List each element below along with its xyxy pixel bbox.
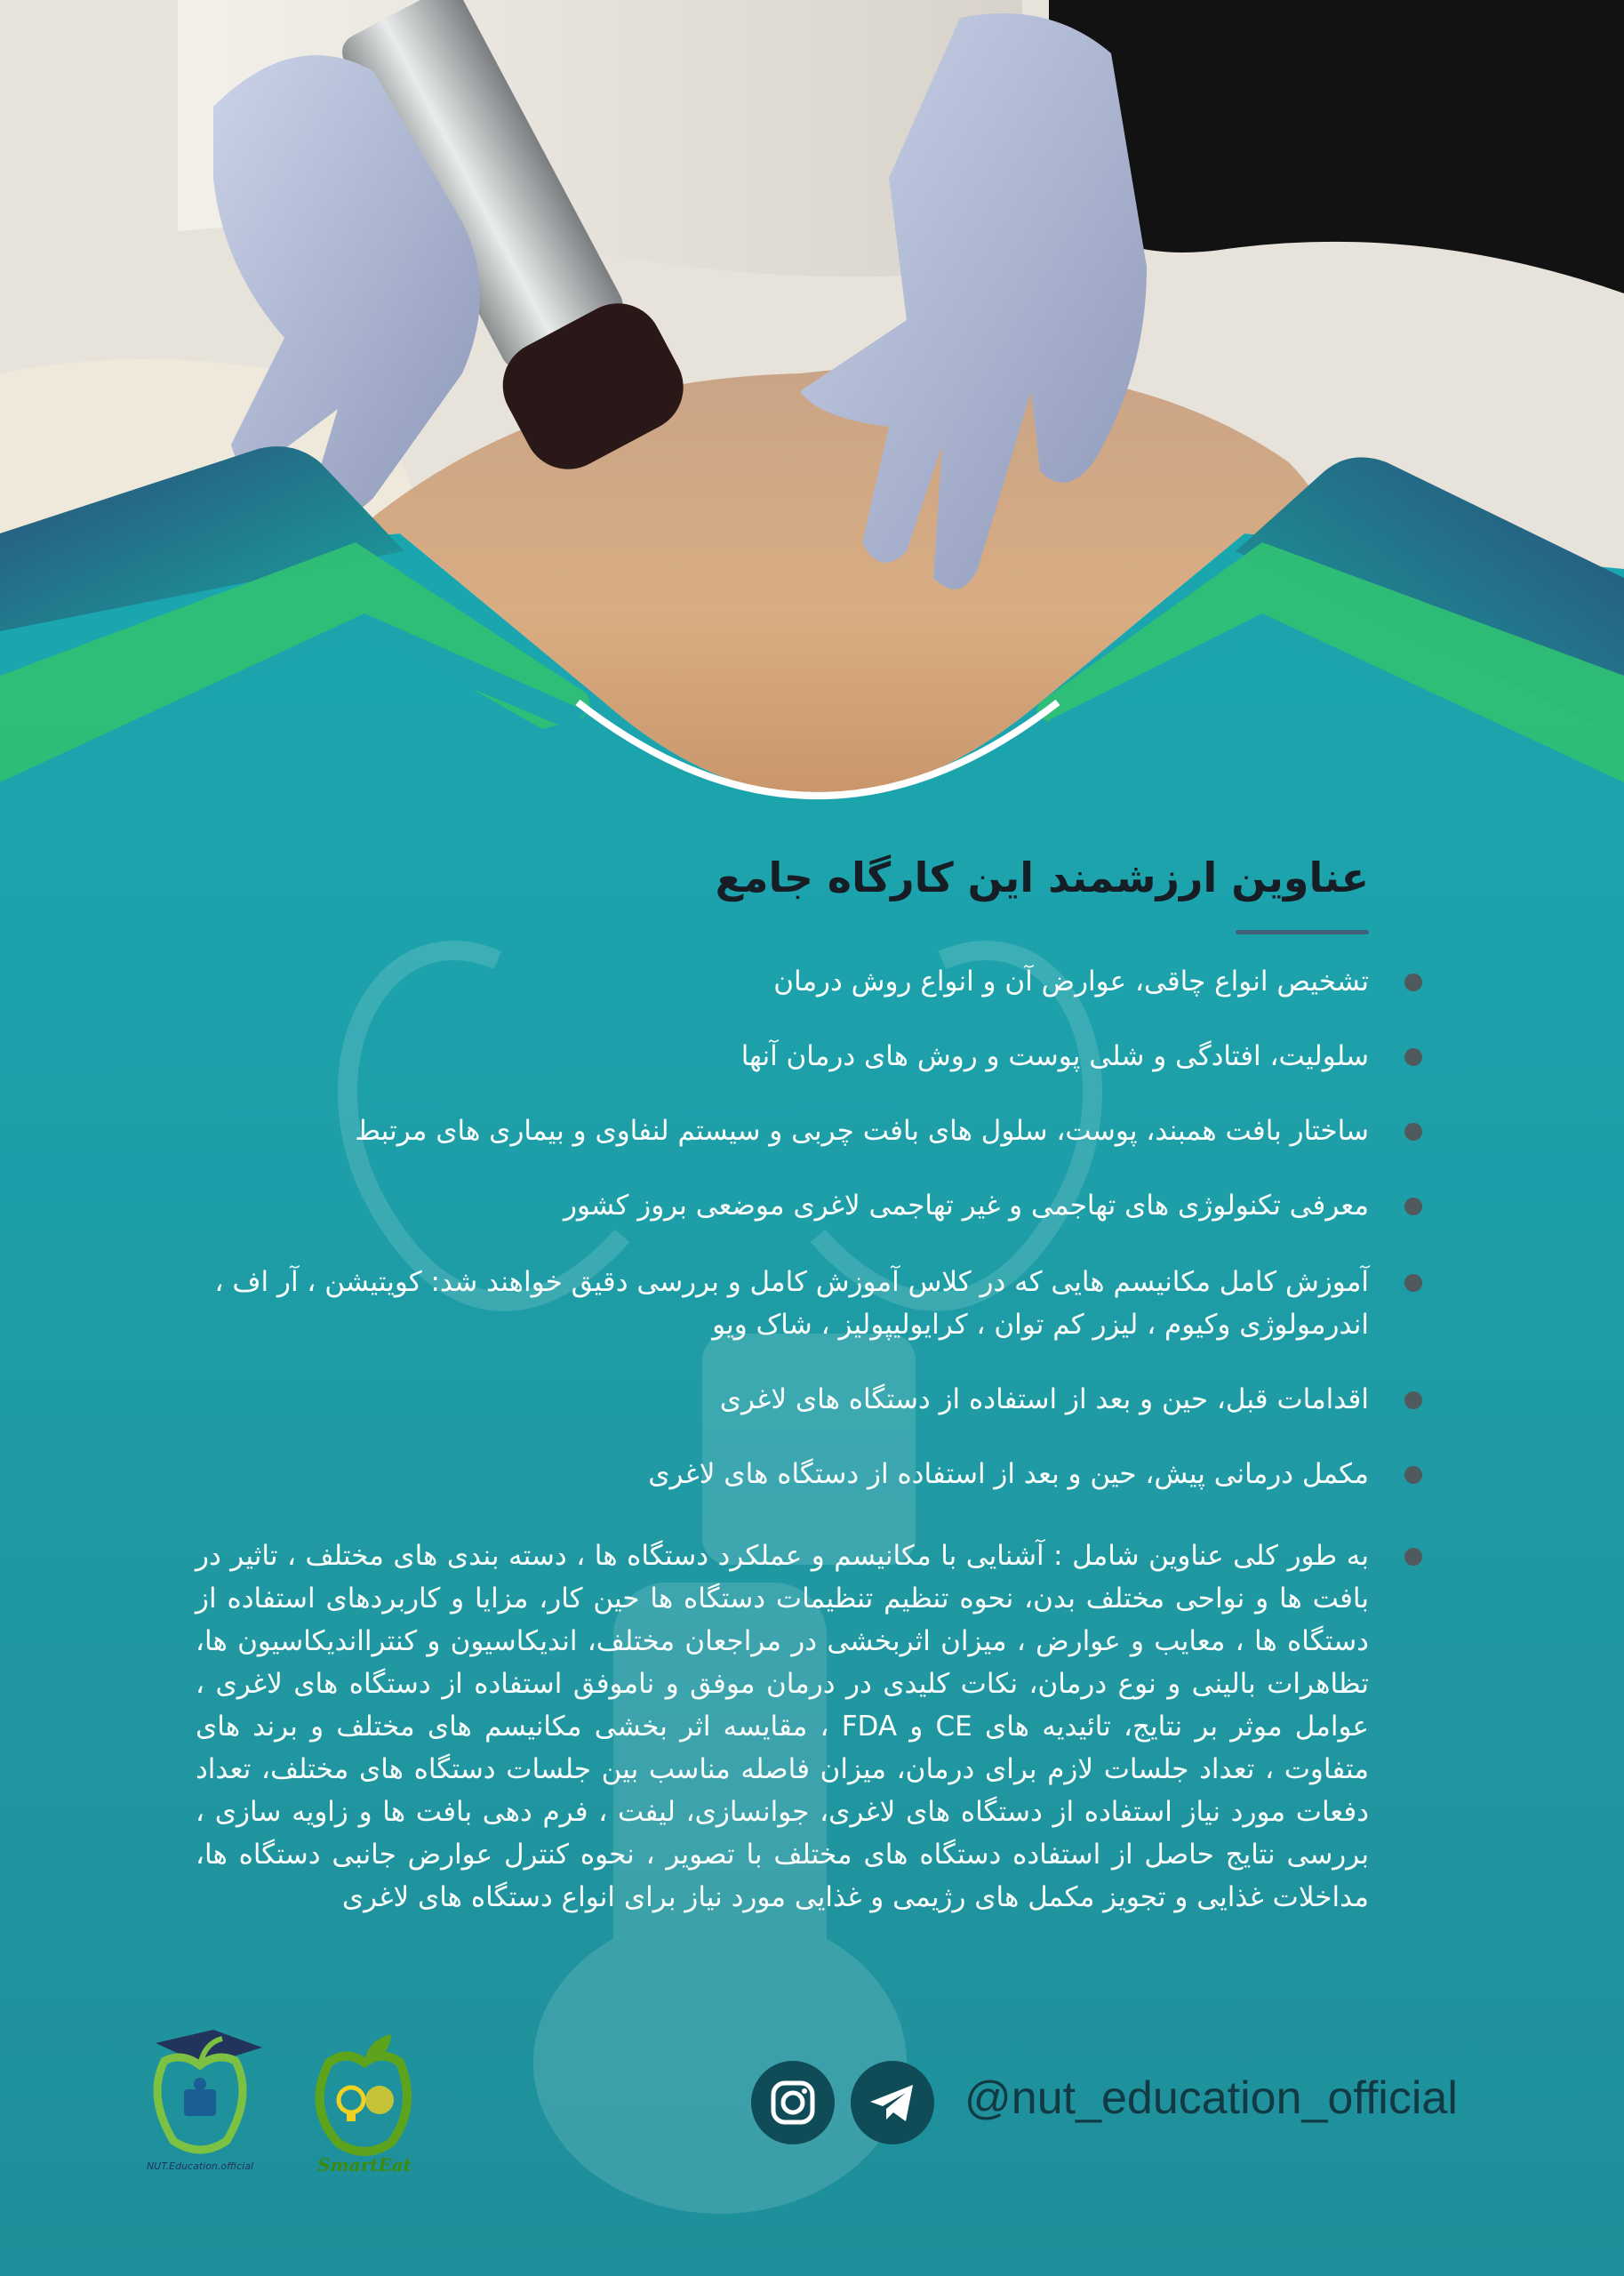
topic-text: سلولیت، افتادگی و شلی پوست و روش های درمان آنها — [740, 1040, 1369, 1072]
list-item — [196, 1453, 1422, 1495]
topic-text: مکمل درمانی پیش، حین و بعد از استفاده از دستگاه های لاغری — [648, 1458, 1369, 1490]
header-photo — [0, 0, 1624, 854]
topic-text: آموزش کامل مکانیسم هایی که در کلاس آموزش کامل و بررسی دقیق خواهند شد: کویتیشن ، آر اف ، اندرمولوژی وکیوم ، لیزر کم توان ، کرایولیپولیز ، شاک ویو — [214, 1266, 1369, 1341]
instagram-icon — [751, 2061, 835, 2144]
topic-text: معرفی تکنولوژی های تهاجمی و غیر تهاجمی لاغری موضعی بروز کشور — [563, 1190, 1369, 1222]
list-item — [196, 1378, 1422, 1421]
svg-text:SmartEat: SmartEat — [317, 2154, 412, 2176]
list-item — [196, 1535, 1422, 1919]
bullet-icon — [1404, 1198, 1422, 1215]
bullet-icon — [1404, 1048, 1422, 1066]
nut-education-logo — [129, 2025, 271, 2176]
title-underline — [1236, 930, 1369, 934]
bullet-icon — [1404, 1391, 1422, 1409]
topic-text: تشخیص انواع چاقی، عوارض آن و انواع روش درمان — [773, 966, 1369, 998]
instagram-button[interactable] — [751, 2061, 835, 2144]
list-item — [196, 1035, 1422, 1078]
smarteat-logo — [307, 2027, 422, 2178]
bullet-icon — [1404, 974, 1422, 991]
social-handle[interactable]: @nut_education_official — [964, 2072, 1458, 2124]
bullet-icon — [1404, 1274, 1422, 1292]
page-title: عناوین ارزشمند این کارگاه جامع — [715, 854, 1369, 902]
telegram-icon — [851, 2061, 934, 2144]
list-item — [196, 960, 1422, 1003]
bullet-icon — [1404, 1123, 1422, 1141]
bullet-icon — [1404, 1548, 1422, 1566]
topic-text: به طور کلی عناوین شامل : آشنایی با مکانیسم و عملکرد دستگاه ها ، دسته بندی های مختلف ، تاثیر در بافت ها و نواحی مختلف بدن، نحوه تنظیم تنظیمات دستگاه ها حین کار، مزایا و کاربردهای استفاده از دستگاه ها ، معایب و عوارض ، میزان اثربخشی در مراجعان مختلف، اندیکاسیون و کنترااندیکاسیون ها، تظاهرات بالینی و نوع درمان، نکات کلیدی در درمان موفق و ناموفق استفاده از دستگاه های لاغری ، عوامل موثر بر نتایج، تائیدیه های CE و FDA ، مقایسه اثر بخشی مکانیسم های مختلف و برند های متفاوت ، تعداد جلسات لازم برای درمان، میزان فاصله مناسب بین جلسات دستگاه های مختلف، تعداد دفعات مورد نیاز استفاده از دستگاه های لاغری، جوانسازی، لیفت ، فرم دهی بافت ها و زاویه سازی ، بررسی نتایج حاصل از استفاده دستگاه های مختلف با تصویر ، نحوه کنترل عوارض جانبی دستگاه ها، مداخلات غذایی و تجویز مکمل های رژیمی و غذایی مورد نیاز برای انواع دستگاه های لاغری — [196, 1540, 1369, 1913]
topic-text: اقدامات قبل، حین و بعد از استفاده از دستگاه های لاغری — [719, 1383, 1369, 1415]
topic-text: ساختار بافت همبند، پوست، سلول های بافت چربی و سیستم لنفاوی و بیماری های مرتبط — [355, 1115, 1369, 1147]
bullet-icon — [1404, 1466, 1422, 1484]
list-item — [196, 1184, 1422, 1227]
list-item — [196, 1110, 1422, 1152]
list-item — [196, 1261, 1422, 1346]
telegram-button[interactable] — [851, 2061, 934, 2144]
svg-text:NUT.Education.official: NUT.Education.official — [146, 2160, 254, 2172]
